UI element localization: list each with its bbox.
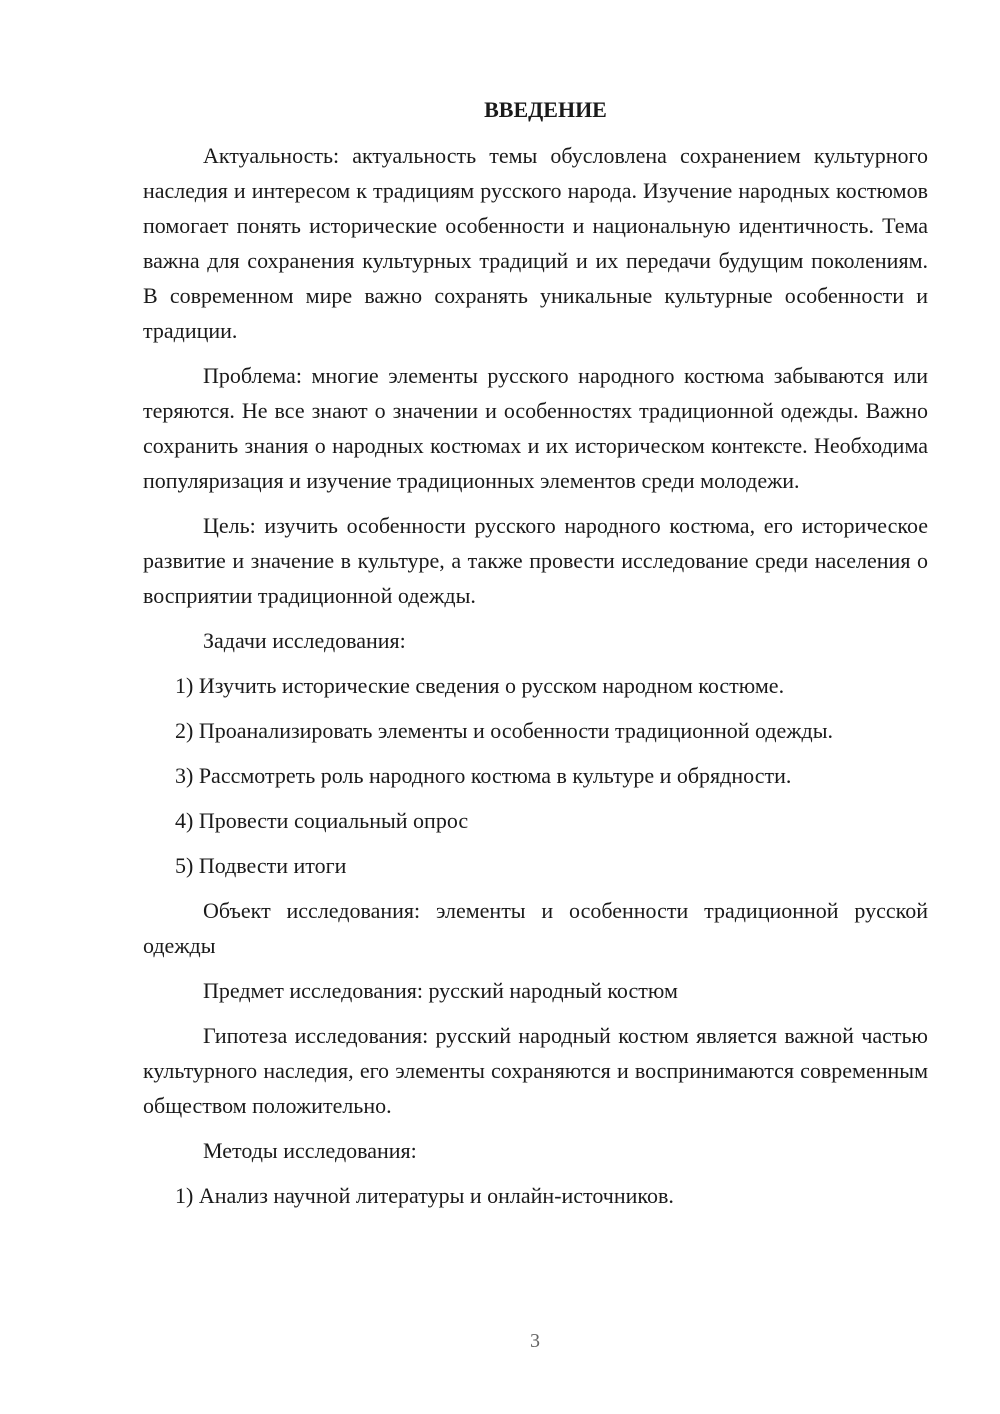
- page-number: 3: [530, 1330, 540, 1352]
- list-item: 4) Провести социальный опрос: [175, 808, 469, 833]
- tasks-title: Задачи исследования:: [203, 628, 406, 653]
- list-item: 1) Анализ научной литературы и онлайн-источников.: [175, 1183, 674, 1208]
- list-item: 3) Рассмотреть роль народного костюма в культуре и обрядности.: [175, 763, 792, 788]
- list-item: 1) Изучить исторические сведения о русском народном костюме.: [175, 673, 785, 698]
- subject-paragraph: Предмет исследования: русский народный костюм: [203, 978, 678, 1003]
- hypothesis-paragraph: Гипотеза исследования: русский народный костюм является важной частью культурного наследия, его элементы сохраняются и воспринимаются современным обществом положительно.: [143, 1023, 928, 1118]
- list-item: 2) Проанализировать элементы и особенности традиционной одежды.: [175, 718, 833, 743]
- tasks-list: [143, 668, 928, 883]
- object-paragraph: Объект исследования: элементы и особенности традиционной русской одежды: [143, 898, 928, 958]
- problem-paragraph: Проблема: многие элементы русского народного костюма забываются или теряются. Не все знают о значении и особенностях традиционной одежды. Важно сохранить знания о народных костюмах и их историческом контексте. Необходима популяризация и изучение традиционных элементов среди молодежи.: [143, 363, 928, 493]
- goal-paragraph: Цель: изучить особенности русского народного костюма, его историческое развитие и значение в культуре, а также провести исследование среди населения о восприятии традиционной одежды.: [143, 513, 928, 608]
- page-content: [143, 92, 928, 1223]
- methods-title: Методы исследования:: [203, 1138, 417, 1163]
- list-item: 5) Подвести итоги: [175, 853, 347, 878]
- methods-list: [143, 1178, 928, 1213]
- section-heading: ВВЕДЕНИЕ: [484, 97, 607, 122]
- relevance-paragraph: Актуальность: актуальность темы обусловлена сохранением культурного наследия и интересом к традициям русского народа. Изучение народных костюмов помогает понять исторические особенности и национальную идентичность. Тема важна для сохранения культурных традиций и их передачи будущим поколениям. В современном мире важно сохранять уникальные культурные особенности и традиции.: [143, 143, 928, 343]
